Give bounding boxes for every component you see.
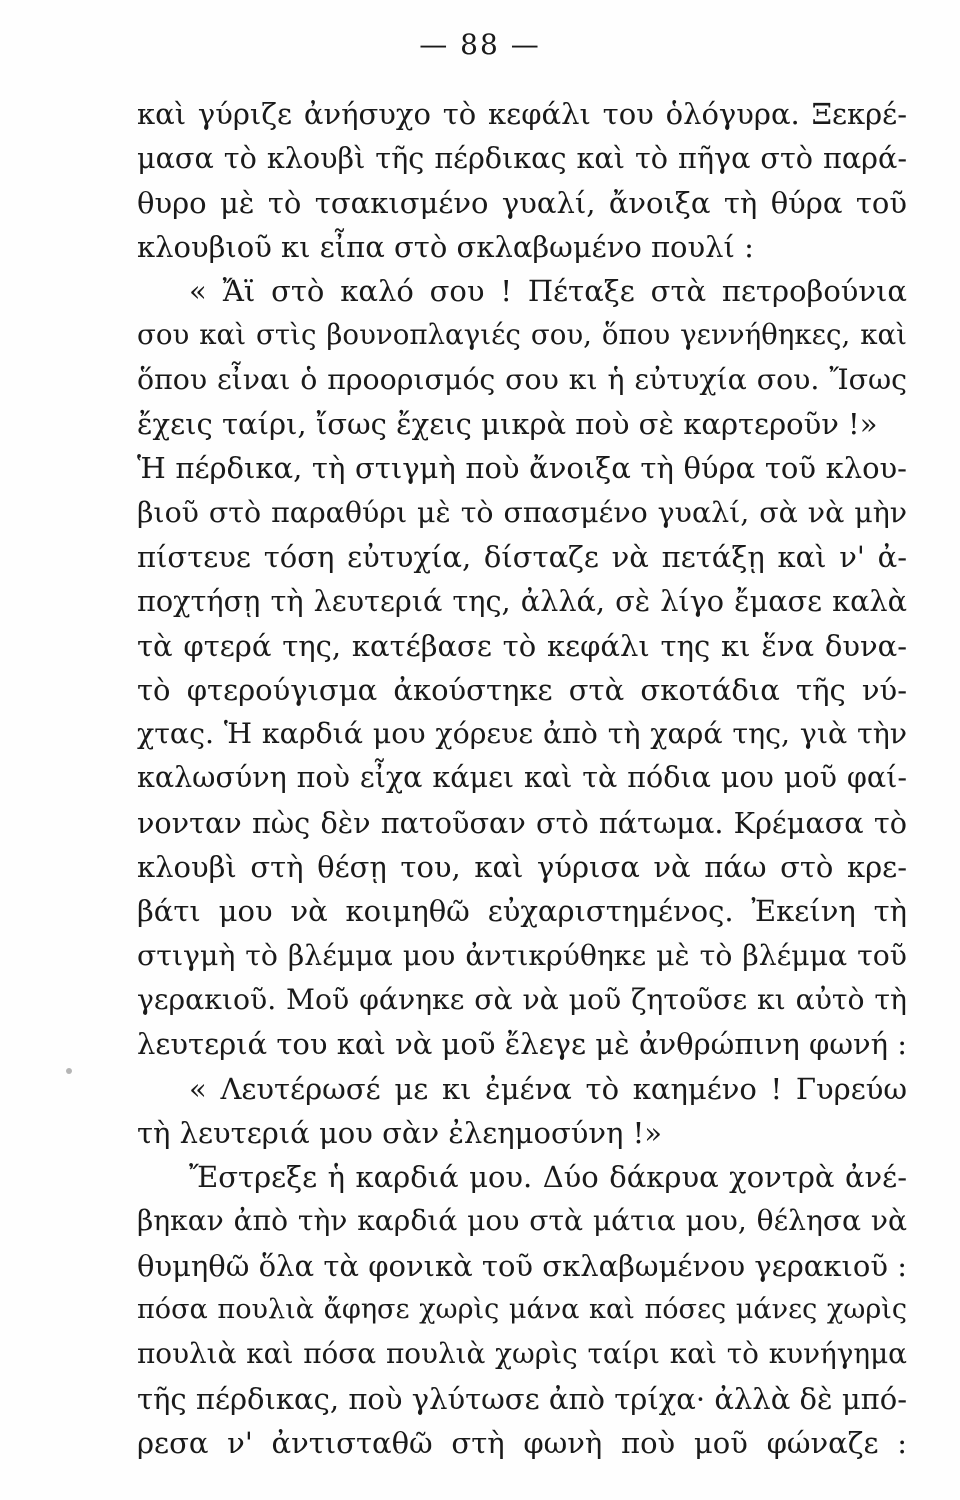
text-line: τὸ φτερούγισμα ἀκούστηκε στὰ σκοτάδια τῆς νύ- xyxy=(137,672,907,707)
text-line: σου καὶ στὶς βουνοπλαγιές σου, ὅπου γεννήθηκες, καὶ xyxy=(137,318,907,352)
text-line: ρεσα ν' ἀντισταθῶ στὴ φωνὴ ποὺ μοῦ φώναζε : xyxy=(137,1425,907,1460)
text-line: τῆς πέρδικας, ποὺ γλύτωσε ἀπὸ τρίχα· ἀλλὰ δὲ μπό- xyxy=(137,1381,907,1416)
page-number: — 88 — xyxy=(419,28,541,61)
text-line: θυμηθῶ ὅλα τὰ φονικὰ τοῦ σκλαβωμένου γερακιοῦ : xyxy=(137,1248,907,1283)
text-line: καὶ γύριζε ἀνήσυχο τὸ κεφάλι του ὁλόγυρα. Ξεκρέ- xyxy=(137,97,907,131)
text-line: πίστευε τόση εὐτυχία, δίσταζε νὰ πετάξῃ καὶ ν' ἀ- xyxy=(137,539,907,574)
text-line: πόσα πουλιὰ ἄφησε χωρὶς μάνα καὶ πόσες μάνες χωρὶς xyxy=(137,1294,907,1326)
body-text xyxy=(137,92,907,1465)
text-line: καλωσύνη ποὺ εἶχα κάμει καὶ τὰ πόδια μου μοῦ φαί- xyxy=(137,761,907,795)
text-line: ποχτήσῃ τὴ λευτεριά της, ἀλλά, σὲ λίγο ἔμασε καλὰ xyxy=(137,584,907,619)
text-line: « Ἄϊ στὸ καλό σου ! Πέταξε στὰ πετροβούνια xyxy=(189,274,907,309)
paper-speck xyxy=(66,1068,72,1074)
text-line: στιγμὴ τὸ βλέμμα μου ἀντικρύθηκε μὲ τὸ βλέμμα τοῦ xyxy=(137,938,907,972)
text-line: κλουβιοῦ κι εἶπα στὸ σκλαβωμένο πουλί : xyxy=(137,229,754,264)
text-line: τὴ λευτεριά μου σὰν ἐλεημοσύνη !» xyxy=(137,1115,663,1150)
text-line: βηκαν ἀπὸ τὴν καρδιά μου στὰ μάτια μου, θέλησα νὰ xyxy=(137,1204,907,1238)
text-line: χτας. Ἡ καρδιά μου χόρευε ἀπὸ τὴ χαρά της, γιὰ τὴν xyxy=(137,717,907,751)
text-line: πουλιὰ καὶ πόσα πουλιὰ χωρὶς ταίρι καὶ τὸ κυνήγημα xyxy=(137,1337,907,1371)
text-line: τὰ φτερά της, κατέβασε τὸ κεφάλι της κι ἕνα δυνα- xyxy=(137,628,907,663)
text-line: γερακιοῦ. Μοῦ φάνηκε σὰ νὰ μοῦ ζητοῦσε κι αὐτὸ τὴ xyxy=(137,982,907,1016)
text-line: ἔχεις ταίρι, ἴσως ἔχεις μικρὰ ποὺ σὲ καρτεροῦν !» xyxy=(137,407,878,442)
text-line: Ἡ πέρδικα, τὴ στιγμὴ ποὺ ἄνοιξα τὴ θύρα τοῦ κλου- xyxy=(137,451,907,486)
text-line: βιοῦ στὸ παραθύρι μὲ τὸ σπασμένο γυαλί, σὰ νὰ μὴν xyxy=(137,495,907,529)
text-line: λευτεριά του καὶ νὰ μοῦ ἔλεγε μὲ ἀνθρώπινη φωνή : xyxy=(137,1027,907,1062)
text-line: ὅπου εἶναι ὁ προορισμός σου κι ἡ εὐτυχία σου. Ἴσως xyxy=(137,362,907,396)
text-line: « Λευτέρωσέ με κι ἐμένα τὸ καημένο ! Γυρεύω xyxy=(189,1071,907,1106)
text-line: μασα τὸ κλουβὶ τῆς πέρδικας καὶ τὸ πῆγα στὸ παρά- xyxy=(137,141,907,176)
text-line: θυρο μὲ τὸ τσακισμένο γυαλί, ἄνοιξα τὴ θύρα τοῦ xyxy=(137,185,907,220)
text-line: βάτι μου νὰ κοιμηθῶ εὐχαριστημένος. Ἐκείνη τὴ xyxy=(137,894,907,929)
text-line: νονταν πὼς δὲν πατοῦσαν στὸ πάτωμα. Κρέμασα τὸ xyxy=(137,805,907,840)
text-line: Ἔστρεξε ἡ καρδιά μου. Δύο δάκρυα χοντρὰ ἀνέ- xyxy=(189,1160,907,1195)
text-line: κλουβὶ στὴ θέσῃ του, καὶ γύρισα νὰ πάω στὸ κρε- xyxy=(137,850,907,885)
